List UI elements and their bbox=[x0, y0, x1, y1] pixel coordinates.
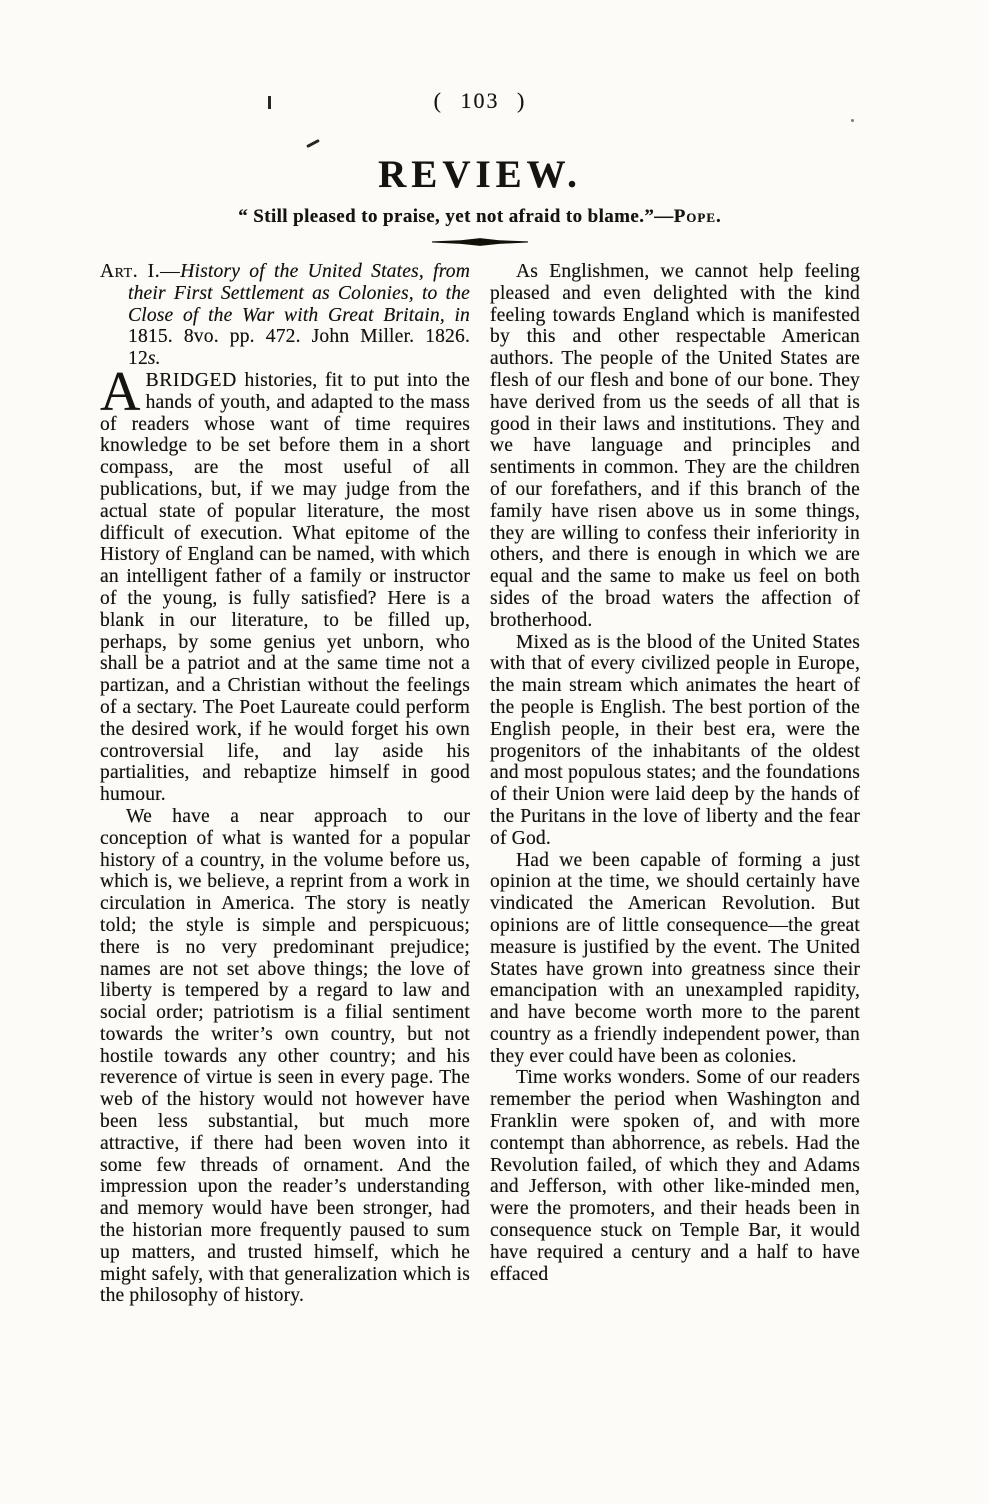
paragraph: Had we been capable of forming a just opinion at the time, we should certainly have vindicated the American Revolution. But opinions are of little consequence—the great measure is justified by the event. The United States have grown into greatness since their emancipation with an unexampled rapidity, and have become worth more to the parent country as a friendly independent power, than they ever could have been as colonies. bbox=[490, 849, 860, 1067]
epigraph bbox=[100, 206, 860, 228]
page-title: REVIEW. bbox=[378, 153, 582, 196]
right-column bbox=[490, 261, 860, 1307]
epigraph-quote: “ Still pleased to praise, yet not afraid to blame.”— bbox=[238, 206, 674, 227]
article-title-italic: History of the United States, from their First Settlement as Colonies, to the Close of the War with Great Britain, in bbox=[128, 261, 470, 326]
article-imprint: 1815. 8vo. pp. 472. John Miller. 1826. 12 bbox=[128, 326, 470, 370]
epigraph-attribution: Pope. bbox=[673, 206, 722, 227]
page-content bbox=[100, 88, 860, 1307]
article-label: Art. I.— bbox=[100, 261, 181, 282]
left-column bbox=[100, 261, 470, 1307]
opening-word-caps: BRIDGED bbox=[145, 369, 237, 391]
section-divider-rule bbox=[432, 238, 528, 246]
drop-cap: A bbox=[100, 360, 141, 423]
opening-paragraph bbox=[100, 360, 470, 806]
paragraph: Mixed as is the blood of the United States with that of every civilized people in Europe, the main stream which animates the heart of the people is English. The best portion of the English people, in their best era, were the progenitors of the inhabitants of the oldest and most populous states; and the foundations of their Union were laid deep by the hands of the Puritans in the love of liberty and the fear of God. bbox=[490, 631, 860, 849]
paragraph: As Englishmen, we cannot help feeling pleased and even delighted with the kind feeling towards England which is manifested by this and other respectable American authors. The people of the United States are flesh of our flesh and bone of our bone. They have derived from us the seeds of all that is good in their laws and institutions. They and we have language and principles and sentiments in common. They are the children of our forefathers, and if this branch of the family have risen above us in some things, they are willing to confess their inferiority in others, and there is enough in which we are equal and the same to make us feel on both sides of the broad waters the affection of brotherhood. bbox=[490, 261, 860, 631]
paragraph: We have a near approach to our conception of what is wanted for a popular history of a country, in the volume before us, which is, we believe, a reprint from a work in circulation in America. The story is neatly told; the style is simple and perspicuous; there is no very predominant prejudice; names are not set above things; the love of liberty is tempered by a regard to law and social order; patriotism is a filial sentiment towards the writer’s own country, but not hostile towards any other country; and his reverence of virtue is seen in every page. The web of the history would not however have been less substantial, but much more attractive, if there had been woven into it some few threads of ornament. And the impression upon the reader’s understanding and memory would have been stronger, had the historian more frequently paused to sum up matters, and trusted himself, which he might safely, with that generalization which is the philosophy of history. bbox=[100, 805, 470, 1307]
paragraph: Time works wonders. Some of our readers remember the period when Washington and Franklin were spoken of, and with more contempt than abhorrence, as rebels. Had the Revolution failed, of which they and Adams and Jefferson, with other like-minded men, were the promoters, and their heads been in consequence stuck on Temple Bar, it would have required a century and a half to have effaced bbox=[490, 1067, 860, 1285]
article-imprint-suffix: s. bbox=[147, 348, 161, 370]
page-number: ( 103 ) bbox=[433, 88, 527, 113]
article-heading bbox=[100, 261, 470, 370]
two-column-text bbox=[100, 261, 860, 1307]
opening-paragraph-text: histories, fit to put into the hands of youth, and adapted to the mass of readers whose want of time requires knowledge to be set before them in a short compass, are the most useful of all publications, but, if we may judge from the actual state of popular literature, the most difficult of execution. What epitome of the History of England can be named, with which an intelligent father of a family or instructor of the young, is fully satisfied? Here is a blank in our literature, to be filled up, perhaps, by some genius yet unborn, who shall be a patriot and at the same time not a partizan, and a Christian without the feelings of a sectary. The Poet Laureate could perform the desired work, if he would forget his own controversial life, and lay aside his partialities, and rebaptize himself in good humour. bbox=[100, 369, 470, 806]
